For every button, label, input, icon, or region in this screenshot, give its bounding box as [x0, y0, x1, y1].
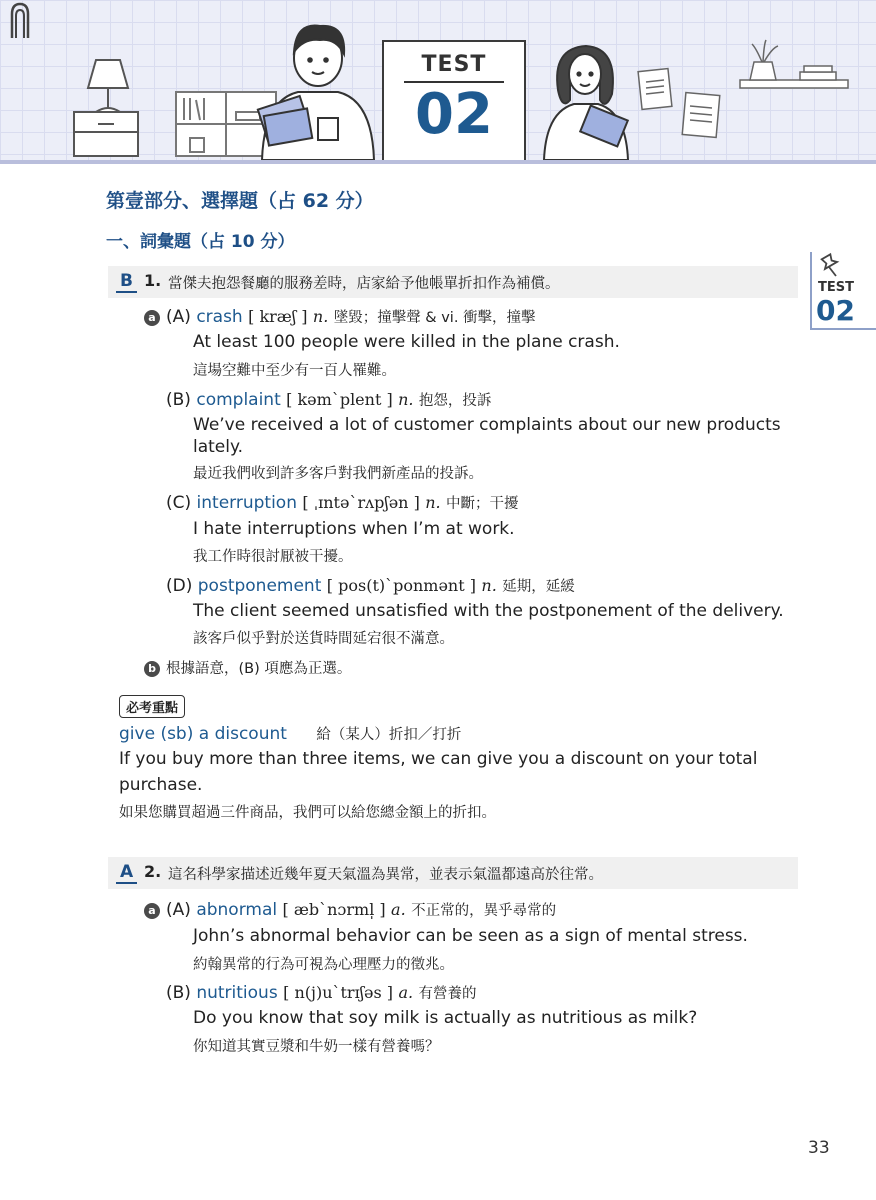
example-en-cont: lately.	[193, 437, 244, 457]
bookshelf-icon	[176, 92, 276, 156]
question-text: 當傑夫抱怨餐廳的服務差時，店家給予他帳單折扣作為補償。	[168, 276, 560, 292]
option-line	[166, 492, 519, 513]
note-icon	[638, 69, 720, 138]
side-tab-number: 02	[816, 294, 855, 327]
example-zh: 我工作時很討厭被干擾。	[193, 549, 353, 565]
section-subtitle: 一、詞彙題（占 10 分）	[106, 232, 295, 252]
badge-a-icon: a	[144, 903, 160, 919]
option-line	[166, 389, 491, 410]
example-zh: 這場空難中至少有一百人罹難。	[193, 363, 396, 379]
option-label: (A)	[166, 900, 191, 920]
test-number: 02	[415, 82, 493, 147]
example-zh: 該客戶似乎對於送貨時間延宕很不滿意。	[193, 631, 454, 647]
option-label: (A)	[166, 307, 191, 327]
question-bar-1	[108, 266, 798, 298]
example-en: John’s abnormal behavior can be seen as a sign of mental stress.	[193, 926, 748, 946]
phonetic: [ kræʃ ]	[248, 307, 308, 326]
question-bar-2	[108, 857, 798, 889]
word-meaning: 不正常的，異乎尋常的	[411, 903, 557, 919]
option-line	[144, 306, 536, 327]
plant-shelf-icon	[740, 40, 848, 88]
phonetic: [ pos(t)ˋponmənt ]	[326, 576, 476, 595]
badge-a-icon: a	[144, 310, 160, 326]
key-phrase: give (sb) a discount	[119, 724, 287, 744]
part-of-speech: n.	[425, 493, 441, 512]
key-example-en-cont: purchase.	[119, 775, 203, 795]
example-zh: 你知道其實豆漿和牛奶一樣有營養嗎？	[193, 1039, 440, 1055]
key-example-zh: 如果您購買超過三件商品，我們可以給您總金額上的折扣。	[119, 805, 496, 821]
example-zh: 最近我們收到許多客戶對我們新產品的投訴。	[193, 466, 483, 482]
conclusion-text: 根據語意，(B) 項應為正選。	[166, 661, 352, 677]
badge-b-icon: b	[144, 661, 160, 677]
lamp-icon	[88, 60, 128, 112]
answer-letter: A	[116, 862, 137, 884]
option-label: (D)	[166, 576, 193, 596]
phonetic: [ ˌɪntəˋrʌpʃən ]	[302, 493, 420, 512]
cabinet-icon	[74, 112, 138, 156]
example-en: I hate interruptions when I’m at work.	[193, 519, 515, 539]
vocab-word: interruption	[196, 493, 297, 513]
word-meaning: 中斷；干擾	[446, 496, 519, 512]
side-tab-label: TEST	[818, 280, 854, 295]
key-point-badge: 必考重點	[119, 695, 185, 718]
question-number: 2.	[144, 862, 162, 881]
girl-illustration	[544, 46, 628, 160]
answer-letter: B	[116, 271, 137, 293]
key-phrase-meaning: 給（某人）折扣／打折	[316, 727, 462, 743]
part-of-speech: n.	[312, 307, 329, 326]
page-number: 33	[808, 1138, 830, 1158]
vocab-word: nutritious	[196, 983, 278, 1003]
side-tab	[810, 252, 876, 330]
question-text: 這名科學家描述近幾年夏天氣溫為異常，並表示氣溫都遠高於往常。	[168, 867, 603, 883]
vocab-word: complaint	[196, 390, 281, 410]
part-of-speech: n.	[398, 390, 414, 409]
word-meaning: 有營養的	[418, 986, 477, 1002]
part-of-speech: n.	[481, 576, 497, 595]
example-en: The client seemed unsatisfied with the postponement of the delivery.	[193, 601, 784, 621]
question-number: 1.	[144, 271, 162, 290]
part-of-speech: a.	[398, 983, 414, 1002]
binder-clip-icon	[0, 0, 40, 40]
word-meaning: 延期，延緩	[502, 579, 575, 595]
part-of-speech: a.	[391, 900, 406, 919]
header-banner	[0, 0, 876, 164]
section-title: 第壹部分、選擇題（占 62 分）	[106, 190, 374, 212]
example-zh: 約翰異常的行為可視為心理壓力的徵兆。	[193, 957, 454, 973]
vocab-word: abnormal	[196, 900, 278, 920]
option-line	[166, 982, 476, 1003]
option-label: (B)	[166, 983, 191, 1003]
option-line	[144, 899, 556, 920]
test-label: TEST	[421, 52, 487, 77]
test-card	[382, 40, 526, 160]
phonetic: [ kəmˋplent ]	[286, 390, 393, 409]
key-example-en: If you buy more than three items, we can give you a discount on your total	[119, 749, 758, 769]
vocab-word: postponement	[197, 576, 322, 596]
example-en: We’ve received a lot of customer complaints about our new products	[193, 415, 781, 435]
key-phrase-line	[119, 723, 461, 744]
example-en: Do you know that soy milk is actually as nutritious as milk?	[193, 1008, 698, 1028]
vocab-word: crash	[196, 307, 243, 327]
option-line	[166, 575, 575, 596]
phonetic: [ n(j)uˋtrɪʃəs ]	[283, 983, 394, 1002]
option-label: (C)	[166, 493, 192, 513]
conclusion-line	[144, 657, 351, 678]
option-label: (B)	[166, 390, 191, 410]
example-en: At least 100 people were killed in the plane crash.	[193, 332, 620, 352]
phonetic: [ æbˋnɔrml̩ ]	[282, 900, 386, 919]
word-meaning: 抱怨，投訴	[418, 393, 492, 409]
pushpin-icon	[818, 252, 842, 278]
word-meaning: 墜毀；撞擊聲 & vi. 衝擊，撞擊	[333, 310, 536, 326]
